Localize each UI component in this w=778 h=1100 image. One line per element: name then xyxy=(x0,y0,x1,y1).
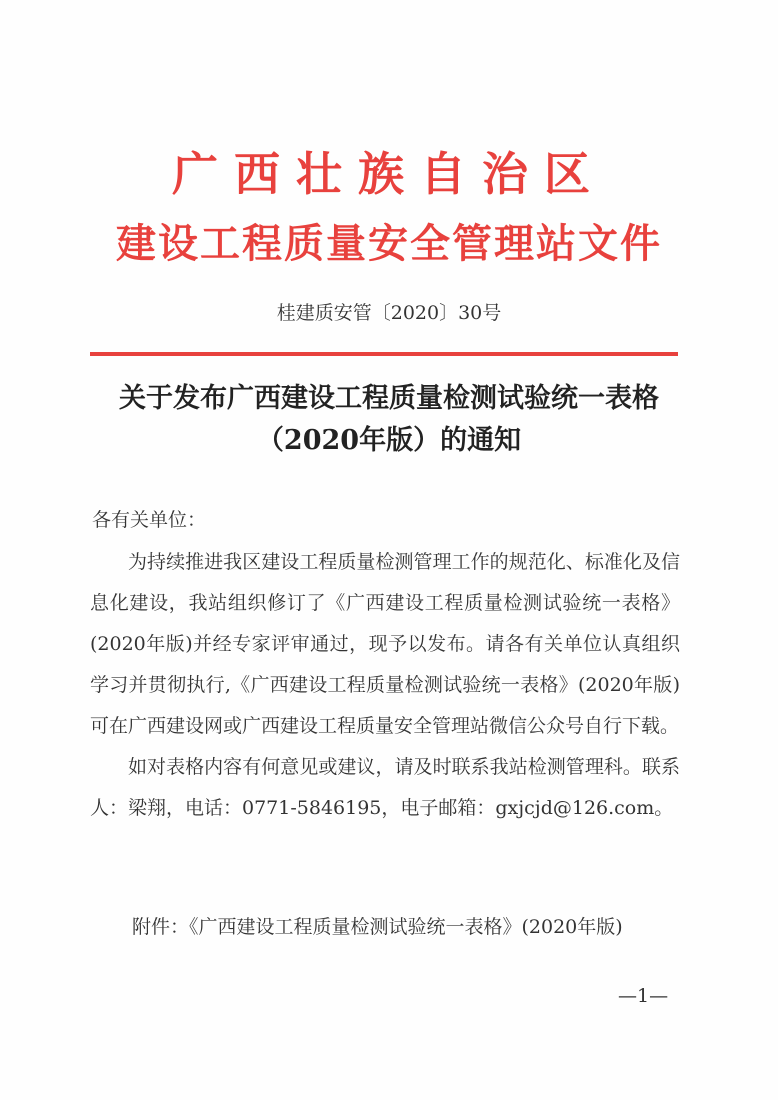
title-line1: 关于发布广西建设工程质量检测试验统一表格 xyxy=(119,383,659,414)
red-divider xyxy=(90,352,678,356)
issuing-org-line2: 建设工程质量安全管理站文件 xyxy=(116,220,662,267)
body-text xyxy=(90,542,680,829)
body-paragraph-1: 为持续推进我区建设工程质量检测管理工作的规范化、标准化及信息化建设，我站组织修订了《广西建设工程质量检测试验统一表格》(2020年版)并经专家评审通过，现予以发布。请各有关单位认真组织学习并贯彻执行,《广西建设工程质量检测试验统一表格》(2020年版)可在广西建设网或广西建设工程质量安全管理站微信公众号自行下载。 xyxy=(90,551,680,737)
page-number: —1— xyxy=(618,985,669,1007)
salutation: 各有关单位： xyxy=(92,509,207,531)
issuing-org-line1: 广西壮族自治区 xyxy=(172,147,606,201)
document-number: 桂建质安管〔2020〕30号 xyxy=(276,302,502,324)
body-paragraph-2: 如对表格内容有何意见或建议，请及时联系我站检测管理科。联系人：梁翔，电话：0771-5846195，电子邮箱：gxjcjd@126.com。 xyxy=(90,756,680,819)
attachment-note: 附件：《广西建设工程质量检测试验统一表格》(2020年版) xyxy=(132,916,623,938)
title-line2: （2020年版）的通知 xyxy=(256,425,522,456)
document-title xyxy=(60,378,718,462)
